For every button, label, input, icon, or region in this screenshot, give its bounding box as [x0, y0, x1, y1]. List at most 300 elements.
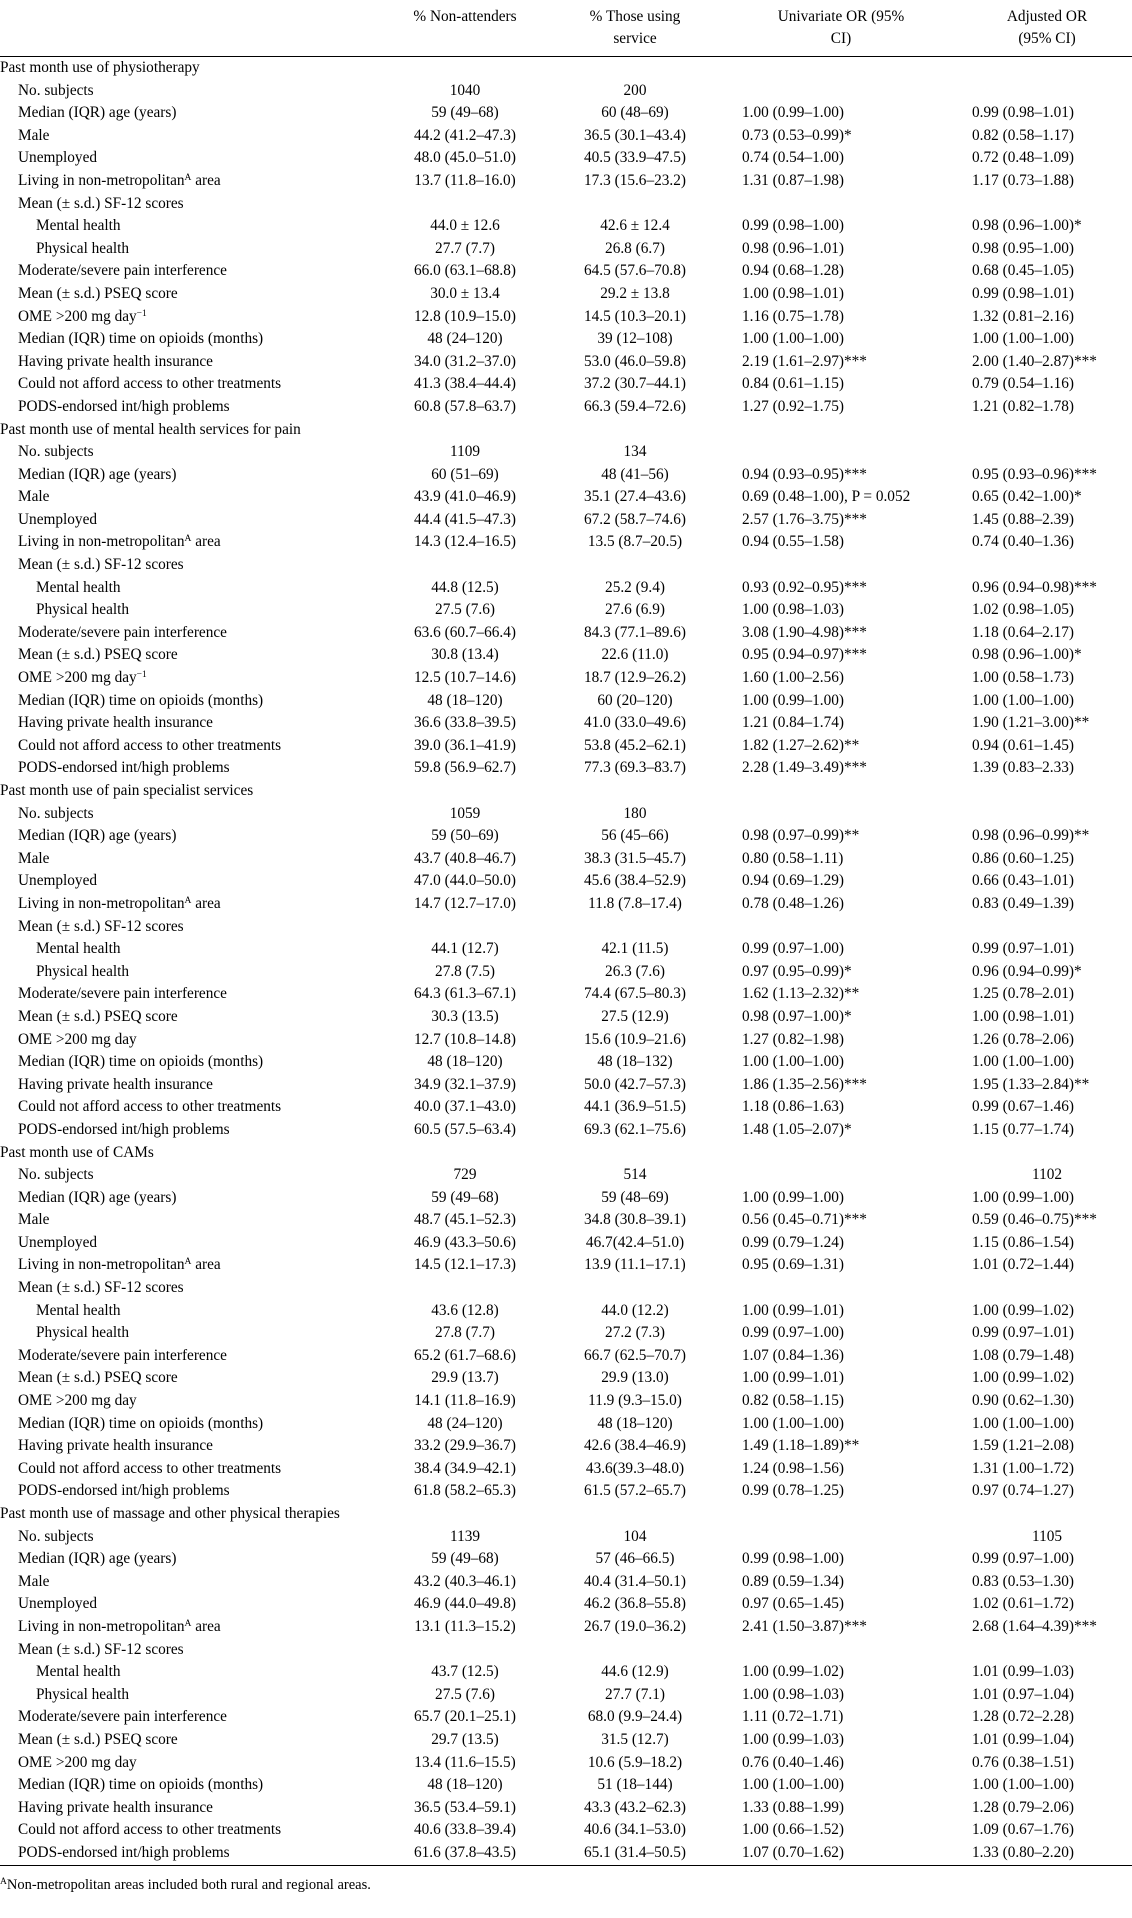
table-row [0, 554, 1132, 577]
non-attenders-value: 13.7 (11.8–16.0) [414, 171, 516, 189]
non-attenders-value: 44.0 ± 12.6 [430, 217, 500, 235]
univariate-or-value: 1.82 (1.27–2.62)** [742, 736, 860, 754]
row-label [0, 690, 380, 713]
non-attenders-value: 46.9 (43.3–50.6) [414, 1233, 516, 1251]
univariate-or-value: 1.86 (1.35–2.56)*** [742, 1075, 867, 1093]
table-row [0, 1345, 1132, 1368]
row-label-text: Unemployed [18, 1233, 98, 1251]
univariate-or-value: 1.00 (0.99–1.01) [742, 1301, 844, 1319]
table-row [0, 712, 1132, 735]
adjusted-or-value: 1.90 (1.21–3.00)** [972, 714, 1090, 732]
footnote-text: Non-metropolitan areas included both rural and regional areas. [6, 1876, 371, 1893]
adjusted-or-value: 1105 [1031, 1527, 1063, 1545]
row-label-text: Mental health [36, 940, 121, 958]
univariate-or-value: 0.94 (0.68–1.28) [742, 262, 844, 280]
row-label-text: Median (IQR) time on opioids (months) [18, 691, 264, 709]
using-service-value: 18.7 (12.9–26.2) [584, 669, 686, 687]
row-label [0, 554, 380, 577]
adjusted-or-value: 1.00 (0.98–1.01) [972, 1007, 1074, 1025]
header-adjusted-or [962, 6, 1132, 57]
using-service-value: 66.7 (62.5–70.7) [584, 1346, 686, 1364]
table-row [0, 1074, 1132, 1097]
adjusted-or-value [962, 80, 1132, 103]
using-service-value [550, 1639, 720, 1662]
row-label [0, 1616, 380, 1639]
table-row [0, 1706, 1132, 1729]
adjusted-or-value: 0.99 (0.97–1.01) [972, 940, 1074, 958]
row-label-text: Moderate/severe pain interference [18, 623, 227, 641]
row-label-text: No. subjects [18, 1166, 94, 1184]
row-label [0, 938, 380, 961]
table-row [0, 735, 1132, 758]
table-row [0, 1254, 1132, 1277]
row-label-text: Median (IQR) age (years) [18, 1188, 177, 1206]
using-service-value: 42.1 (11.5) [601, 940, 669, 958]
adjusted-or-value: 1.02 (0.61–1.72) [972, 1595, 1074, 1613]
using-service-value [550, 1277, 720, 1300]
univariate-or-value: 1.27 (0.92–1.75) [742, 397, 844, 415]
adjusted-or-value: 0.99 (0.97–1.01) [972, 1324, 1074, 1342]
row-label-text: Moderate/severe pain interference [18, 262, 227, 280]
non-attenders-value: 30.8 (13.4) [431, 646, 499, 664]
using-service-value: 180 [623, 804, 647, 822]
univariate-or-value: 0.89 (0.59–1.34) [742, 1572, 844, 1590]
table-row [0, 1413, 1132, 1436]
non-attenders-value: 59 (49–68) [431, 1550, 499, 1568]
using-service-value: 29.9 (13.0) [601, 1369, 669, 1387]
header-adjusted-or-text: Adjusted OR (95% CI) [1006, 8, 1088, 47]
univariate-or-value: 1.00 (1.00–1.00) [742, 330, 844, 348]
using-service-value: 69.3 (62.1–75.6) [584, 1120, 686, 1138]
table-row [0, 1367, 1132, 1390]
adjusted-or-value: 0.98 (0.95–1.00) [972, 239, 1074, 257]
row-label [0, 396, 380, 419]
non-attenders-value: 40.6 (33.8–39.4) [414, 1821, 516, 1839]
non-attenders-value: 27.7 (7.7) [435, 239, 495, 257]
univariate-or-value [720, 916, 962, 939]
section-title: Past month use of physiotherapy [0, 59, 200, 76]
adjusted-or-value: 0.98 (0.96–0.99)** [972, 827, 1090, 845]
non-attenders-value: 12.8 (10.9–15.0) [414, 307, 516, 325]
row-label [0, 260, 380, 283]
row-label-text: Having private health insurance [18, 352, 213, 370]
univariate-or-value [720, 1526, 962, 1549]
table-row [0, 328, 1132, 351]
row-label-text: Living in non-metropolitan [18, 171, 185, 189]
univariate-or-value: 1.48 (1.05–2.07)* [742, 1120, 852, 1138]
row-label [0, 712, 380, 735]
row-label-text: Mental health [36, 217, 121, 235]
non-attenders-value: 43.7 (40.8–46.7) [414, 849, 516, 867]
row-label [0, 1029, 380, 1052]
adjusted-or-value: 1.01 (0.99–1.03) [972, 1663, 1074, 1681]
adjusted-or-value: 0.82 (0.58–1.17) [972, 126, 1074, 144]
header-using-service-text: % Those using service [589, 8, 681, 47]
using-service-value: 48 (41–56) [601, 465, 669, 483]
row-label-text: Could not afford access to other treatments [18, 736, 282, 754]
table-row [0, 1458, 1132, 1481]
adjusted-or-value: 2.00 (1.40–2.87)*** [972, 352, 1097, 370]
table-row [0, 1480, 1132, 1503]
univariate-or-value: 1.07 (0.70–1.62) [742, 1843, 844, 1861]
adjusted-or-value: 1.00 (0.99–1.02) [972, 1369, 1074, 1387]
univariate-or-value: 0.95 (0.69–1.31) [742, 1256, 844, 1274]
row-label-text: Physical health [36, 1685, 130, 1703]
row-label [0, 1661, 380, 1684]
adjusted-or-value [962, 1277, 1132, 1300]
using-service-value: 10.6 (5.9–18.2) [587, 1753, 683, 1771]
univariate-or-value: 1.62 (1.13–2.32)** [742, 985, 860, 1003]
row-label [0, 125, 380, 148]
univariate-or-value: 1.00 (1.00–1.00) [742, 1414, 844, 1432]
row-label-text: Moderate/severe pain interference [18, 1346, 227, 1364]
row-label [0, 1593, 380, 1616]
adjusted-or-value: 1.33 (0.80–2.20) [972, 1843, 1074, 1861]
row-label [0, 1345, 380, 1368]
adjusted-or-value: 1.02 (0.98–1.05) [972, 601, 1074, 619]
adjusted-or-value: 1.01 (0.72–1.44) [972, 1256, 1074, 1274]
table-row [0, 1232, 1132, 1255]
adjusted-or-value [962, 441, 1132, 464]
row-label [0, 1367, 380, 1390]
table-row [0, 464, 1132, 487]
row-label-text: OME >200 mg day [18, 1030, 137, 1048]
row-label [0, 667, 380, 690]
row-label-text: Median (IQR) age (years) [18, 1550, 177, 1568]
table-row [0, 1029, 1132, 1052]
non-attenders-value: 60.5 (57.5–63.4) [414, 1120, 516, 1138]
univariate-or-value: 1.07 (0.84–1.36) [742, 1346, 844, 1364]
using-service-value: 11.8 (7.8–17.4) [588, 894, 682, 912]
using-service-value: 44.1 (36.9–51.5) [584, 1098, 686, 1116]
using-service-value: 68.0 (9.9–24.4) [587, 1708, 683, 1726]
row-label [0, 983, 380, 1006]
table-row [0, 1435, 1132, 1458]
row-label-superscript: A [184, 172, 192, 183]
row-label-superscript: A [184, 1618, 192, 1629]
row-label [0, 599, 380, 622]
adjusted-or-value: 1.26 (0.78–2.06) [972, 1030, 1074, 1048]
row-label-text: Physical health [36, 1324, 130, 1342]
row-label [0, 1819, 380, 1842]
row-label [0, 916, 380, 939]
adjusted-or-value: 1.28 (0.72–2.28) [972, 1708, 1074, 1726]
table-row [0, 147, 1132, 170]
row-label [0, 1254, 380, 1277]
univariate-or-value: 1.00 (0.99–1.00) [742, 691, 844, 709]
univariate-or-value [720, 193, 962, 216]
row-label [0, 1752, 380, 1775]
non-attenders-value: 14.7 (12.7–17.0) [414, 894, 516, 912]
adjusted-or-value: 0.95 (0.93–0.96)*** [972, 465, 1097, 483]
adjusted-or-value: 0.99 (0.67–1.46) [972, 1098, 1074, 1116]
row-label [0, 238, 380, 261]
using-service-value: 64.5 (57.6–70.8) [584, 262, 686, 280]
adjusted-or-value: 1.00 (0.99–1.00) [972, 1188, 1074, 1206]
table-row [0, 1548, 1132, 1571]
univariate-or-value: 1.00 (0.99–1.01) [742, 1369, 844, 1387]
adjusted-or-value: 2.68 (1.64–4.39)*** [972, 1617, 1097, 1635]
header-using-service [550, 6, 720, 57]
univariate-or-value: 1.00 (0.66–1.52) [742, 1821, 844, 1839]
row-label [0, 757, 380, 780]
univariate-or-value [720, 441, 962, 464]
adjusted-or-value: 1.00 (1.00–1.00) [972, 1414, 1074, 1432]
table-row [0, 870, 1132, 893]
univariate-or-value: 0.97 (0.65–1.45) [742, 1595, 844, 1613]
non-attenders-value [380, 193, 550, 216]
univariate-or-value: 0.82 (0.58–1.15) [742, 1392, 844, 1410]
non-attenders-value: 43.2 (40.3–46.1) [414, 1572, 516, 1590]
using-service-value: 46.2 (36.8–55.8) [584, 1595, 686, 1613]
row-label-text: Mean (± s.d.) PSEQ score [18, 1369, 178, 1387]
non-attenders-value: 33.2 (29.9–36.7) [414, 1437, 516, 1455]
using-service-value: 27.2 (7.3) [605, 1324, 665, 1342]
row-label [0, 102, 380, 125]
using-service-value: 15.6 (10.9–21.6) [584, 1030, 686, 1048]
row-label [0, 1074, 380, 1097]
table-row [0, 1684, 1132, 1707]
row-label [0, 1277, 380, 1300]
using-service-value: 40.5 (33.9–47.5) [584, 149, 686, 167]
row-label [0, 1774, 380, 1797]
adjusted-or-value: 0.86 (0.60–1.25) [972, 849, 1074, 867]
table-row [0, 1797, 1132, 1820]
section-title: Past month use of pain specialist services [0, 782, 254, 799]
row-label-text: Living in non-metropolitan [18, 1256, 185, 1274]
using-service-value: 43.3 (43.2–62.3) [584, 1798, 686, 1816]
non-attenders-value: 44.8 (12.5) [431, 578, 499, 596]
adjusted-or-value [962, 803, 1132, 826]
row-label-text: Living in non-metropolitan [18, 894, 185, 912]
non-attenders-value: 48 (18–120) [427, 1776, 503, 1794]
univariate-or-value: 0.93 (0.92–0.95)*** [742, 578, 867, 596]
non-attenders-value: 13.4 (11.6–15.5) [414, 1753, 516, 1771]
row-label-text: PODS-endorsed int/high problems [18, 1120, 230, 1138]
row-label-text: Male [18, 1572, 50, 1590]
table-row [0, 1593, 1132, 1616]
non-attenders-value: 60 (51–69) [431, 465, 499, 483]
non-attenders-value: 59 (49–68) [431, 1188, 499, 1206]
non-attenders-value: 48.7 (45.1–52.3) [414, 1211, 516, 1229]
row-label [0, 80, 380, 103]
table-row [0, 1051, 1132, 1074]
row-label [0, 1684, 380, 1707]
table-row [0, 667, 1132, 690]
using-service-value [550, 193, 720, 216]
row-label-suffix: area [191, 1617, 221, 1635]
using-service-value: 60 (48–69) [601, 104, 669, 122]
using-service-value: 74.4 (67.5–80.3) [584, 985, 686, 1003]
row-label-suffix: area [191, 894, 221, 912]
row-label-text: Male [18, 1211, 50, 1229]
non-attenders-value: 59 (49–68) [431, 104, 499, 122]
row-label [0, 1187, 380, 1210]
table-row [0, 306, 1132, 329]
row-label [0, 961, 380, 984]
section-header-row [0, 1503, 1132, 1526]
adjusted-or-value: 1.00 (1.00–1.00) [972, 330, 1074, 348]
table-row [0, 848, 1132, 871]
row-label-text: Male [18, 126, 50, 144]
non-attenders-value: 48 (18–120) [427, 691, 503, 709]
univariate-or-value: 0.99 (0.97–1.00) [742, 1324, 844, 1342]
row-label-text: Having private health insurance [18, 1798, 213, 1816]
table-row [0, 193, 1132, 216]
adjusted-or-value: 1.01 (0.97–1.04) [972, 1685, 1074, 1703]
row-label [0, 1413, 380, 1436]
univariate-or-value: 1.00 (0.98–1.03) [742, 1685, 844, 1703]
row-label [0, 464, 380, 487]
row-label-superscript: A [184, 895, 192, 906]
section-header-row [0, 1142, 1132, 1165]
using-service-value: 14.5 (10.3–20.1) [584, 307, 686, 325]
row-label-text: Male [18, 488, 50, 506]
using-service-value: 104 [623, 1527, 647, 1545]
row-label [0, 1571, 380, 1594]
table-row [0, 170, 1132, 193]
table-row [0, 893, 1132, 916]
row-label-suffix: area [191, 171, 221, 189]
univariate-or-value: 1.00 (0.98–1.01) [742, 284, 844, 302]
non-attenders-value: 29.7 (13.5) [431, 1730, 499, 1748]
adjusted-or-value: 0.99 (0.98–1.01) [972, 284, 1074, 302]
non-attenders-value: 14.3 (12.4–16.5) [414, 533, 516, 551]
adjusted-or-value [962, 193, 1132, 216]
non-attenders-value: 48 (24–120) [427, 1414, 503, 1432]
univariate-or-value: 0.99 (0.98–1.00) [742, 217, 844, 235]
non-attenders-value: 13.1 (11.3–15.2) [414, 1617, 516, 1635]
table-row [0, 1164, 1132, 1187]
table-row [0, 260, 1132, 283]
univariate-or-value: 0.99 (0.97–1.00) [742, 940, 844, 958]
using-service-value: 45.6 (38.4–52.9) [584, 872, 686, 890]
table-row [0, 983, 1132, 1006]
row-label [0, 531, 380, 554]
univariate-or-value: 0.94 (0.69–1.29) [742, 872, 844, 890]
row-label [0, 1300, 380, 1323]
univariate-or-value: 0.98 (0.97–1.00)* [742, 1007, 852, 1025]
using-service-value: 61.5 (57.2–65.7) [584, 1482, 686, 1500]
non-attenders-value [380, 1277, 550, 1300]
row-label [0, 1639, 380, 1662]
non-attenders-value: 63.6 (60.7–66.4) [414, 623, 516, 641]
row-label [0, 306, 380, 329]
row-label-superscript: −1 [136, 308, 147, 319]
row-label-text: Mean (± s.d.) SF-12 scores [18, 917, 184, 935]
row-label [0, 328, 380, 351]
using-service-value: 26.8 (6.7) [605, 239, 665, 257]
using-service-value: 26.7 (19.0–36.2) [584, 1617, 686, 1635]
using-service-value: 44.0 (12.2) [601, 1301, 669, 1319]
row-label-text: Unemployed [18, 1595, 98, 1613]
table-row [0, 938, 1132, 961]
univariate-or-value: 0.98 (0.97–0.99)** [742, 827, 860, 845]
univariate-or-value: 0.78 (0.48–1.26) [742, 894, 844, 912]
using-service-value: 56 (45–66) [601, 827, 669, 845]
section-header-row [0, 780, 1132, 803]
adjusted-or-value: 1.00 (0.99–1.02) [972, 1301, 1074, 1319]
non-attenders-value: 40.0 (37.1–43.0) [414, 1098, 516, 1116]
using-service-value: 40.4 (31.4–50.1) [584, 1572, 686, 1590]
table-row [0, 825, 1132, 848]
non-attenders-value: 29.9 (13.7) [431, 1369, 499, 1387]
adjusted-or-value: 0.96 (0.94–0.98)*** [972, 578, 1097, 596]
adjusted-or-value: 0.83 (0.49–1.39) [972, 894, 1074, 912]
non-attenders-value: 14.5 (12.1–17.3) [414, 1256, 516, 1274]
univariate-or-value: 1.27 (0.82–1.98) [742, 1030, 844, 1048]
row-label-text: PODS-endorsed int/high problems [18, 397, 230, 415]
using-service-value: 200 [623, 81, 647, 99]
row-label-text: Could not afford access to other treatments [18, 1459, 282, 1477]
non-attenders-value: 27.5 (7.6) [435, 601, 495, 619]
row-label-text: Mean (± s.d.) SF-12 scores [18, 1640, 184, 1658]
using-service-value: 66.3 (59.4–72.6) [584, 397, 686, 415]
adjusted-or-value: 0.94 (0.61–1.45) [972, 736, 1074, 754]
row-label [0, 283, 380, 306]
row-label-text: Having private health insurance [18, 714, 213, 732]
table-row [0, 373, 1132, 396]
adjusted-or-value: 0.83 (0.53–1.30) [972, 1572, 1074, 1590]
table-row [0, 1277, 1132, 1300]
adjusted-or-value: 0.79 (0.54–1.16) [972, 375, 1074, 393]
univariate-or-value: 1.00 (1.00–1.00) [742, 1776, 844, 1794]
adjusted-or-value: 0.99 (0.98–1.01) [972, 104, 1074, 122]
row-label-text: Living in non-metropolitan [18, 1617, 185, 1635]
section-title: Past month use of mental health services for pain [0, 420, 301, 438]
non-attenders-value: 66.0 (63.1–68.8) [414, 262, 516, 280]
row-label-superscript: A [184, 534, 192, 545]
row-label-text: Median (IQR) time on opioids (months) [18, 330, 264, 348]
row-label-text: Could not afford access to other treatments [18, 375, 282, 393]
using-service-value: 42.6 (38.4–46.9) [584, 1437, 686, 1455]
non-attenders-value: 30.0 ± 13.4 [430, 284, 500, 302]
row-label [0, 351, 380, 374]
non-attenders-value: 44.1 (12.7) [431, 940, 499, 958]
non-attenders-value: 36.5 (53.4–59.1) [414, 1798, 516, 1816]
using-service-value: 44.6 (12.9) [601, 1663, 669, 1681]
header-univariate-or [720, 6, 962, 57]
row-label [0, 1797, 380, 1820]
adjusted-or-value: 0.90 (0.62–1.30) [972, 1392, 1074, 1410]
row-label-text: Median (IQR) age (years) [18, 465, 177, 483]
non-attenders-value: 46.9 (44.0–49.8) [414, 1595, 516, 1613]
using-service-value: 43.6(39.3–48.0) [585, 1459, 685, 1477]
adjusted-or-value: 0.68 (0.45–1.05) [972, 262, 1074, 280]
row-label [0, 1526, 380, 1549]
univariate-or-value: 2.57 (1.76–3.75)*** [742, 510, 867, 528]
using-service-value: 134 [623, 443, 647, 461]
non-attenders-value: 27.8 (7.5) [435, 962, 495, 980]
table-row [0, 916, 1132, 939]
row-label [0, 1209, 380, 1232]
using-service-value: 53.8 (45.2–62.1) [584, 736, 686, 754]
using-service-value: 48 (18–120) [597, 1414, 673, 1432]
univariate-or-value: 1.24 (0.98–1.56) [742, 1459, 844, 1477]
table-body [0, 57, 1132, 1866]
adjusted-or-value: 1.25 (0.78–2.01) [972, 985, 1074, 1003]
row-label [0, 1051, 380, 1074]
row-label [0, 1435, 380, 1458]
adjusted-or-value: 1.45 (0.88–2.39) [972, 510, 1074, 528]
non-attenders-value: 60.8 (57.8–63.7) [414, 397, 516, 415]
adjusted-or-value [962, 1639, 1132, 1662]
non-attenders-value: 43.6 (12.8) [431, 1301, 499, 1319]
table-row [0, 803, 1132, 826]
row-label-text: Living in non-metropolitan [18, 533, 185, 551]
row-label-text: Median (IQR) time on opioids (months) [18, 1414, 264, 1432]
row-label-text: Median (IQR) time on opioids (months) [18, 1053, 264, 1071]
